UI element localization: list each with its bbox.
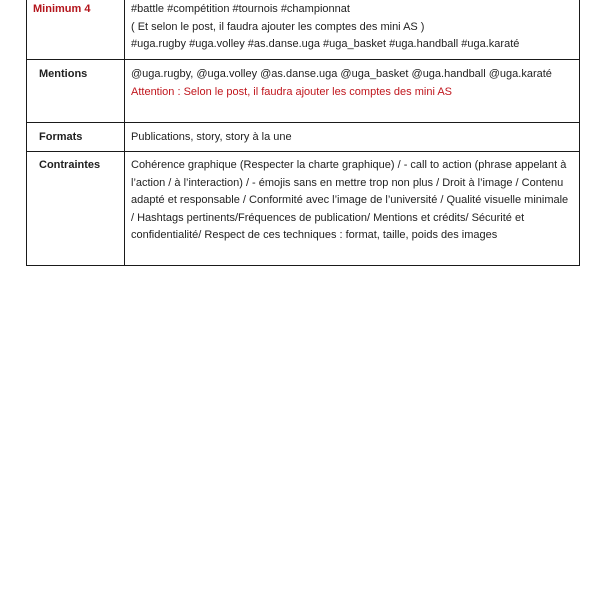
row-label-mentions: Mentions [27,60,125,123]
row-label-formats: Formats [27,123,125,152]
table-row-formats [27,123,580,152]
social-media-spec-table [26,0,580,266]
table-row-contraintes [27,152,580,266]
hashtags-note: ( Et selon le post, il faudra ajouter les comptes des mini AS ) [131,20,425,33]
row-label-minimum: Minimum 4 [27,0,125,60]
mentions-warning: Attention : Selon le post, il faudra ajouter les comptes des mini AS [131,85,453,98]
row-content-mentions [125,60,580,123]
row-content-formats: Publications, story, story à la une [125,123,580,152]
row-content-minimum [125,0,580,60]
table-row-minimum [27,0,580,60]
mentions-accounts: @uga.rugby, @uga.volley @as.danse.uga @uga_basket @uga.handball @uga.karaté [131,68,552,80]
hashtags-line-2: #uga.rugby #uga.volley #as.danse.uga #uga_basket #uga.handball #uga.karaté [131,38,520,50]
table-row-mentions [27,60,580,123]
row-label-contraintes: Contraintes [27,152,125,266]
row-content-contraintes: Cohérence graphique (Respecter la charte graphique) / - call to action (phrase appelant à l’action / à l’interaction) / - émojis sans en mettre trop non plus / Droit à l’image / Contenu adapté et responsable / Conformité avec l’image de l’université / Qualité visuelle minimale / Hashtags pertinents/Fréquences de publication/ Mentions et crédits/ Sécurité et confidentialité/ Respect de ces techniques : format, taille, poids des images [125,152,580,266]
hashtags-line-1: #battle #compétition #tournois #championnat [131,3,350,15]
